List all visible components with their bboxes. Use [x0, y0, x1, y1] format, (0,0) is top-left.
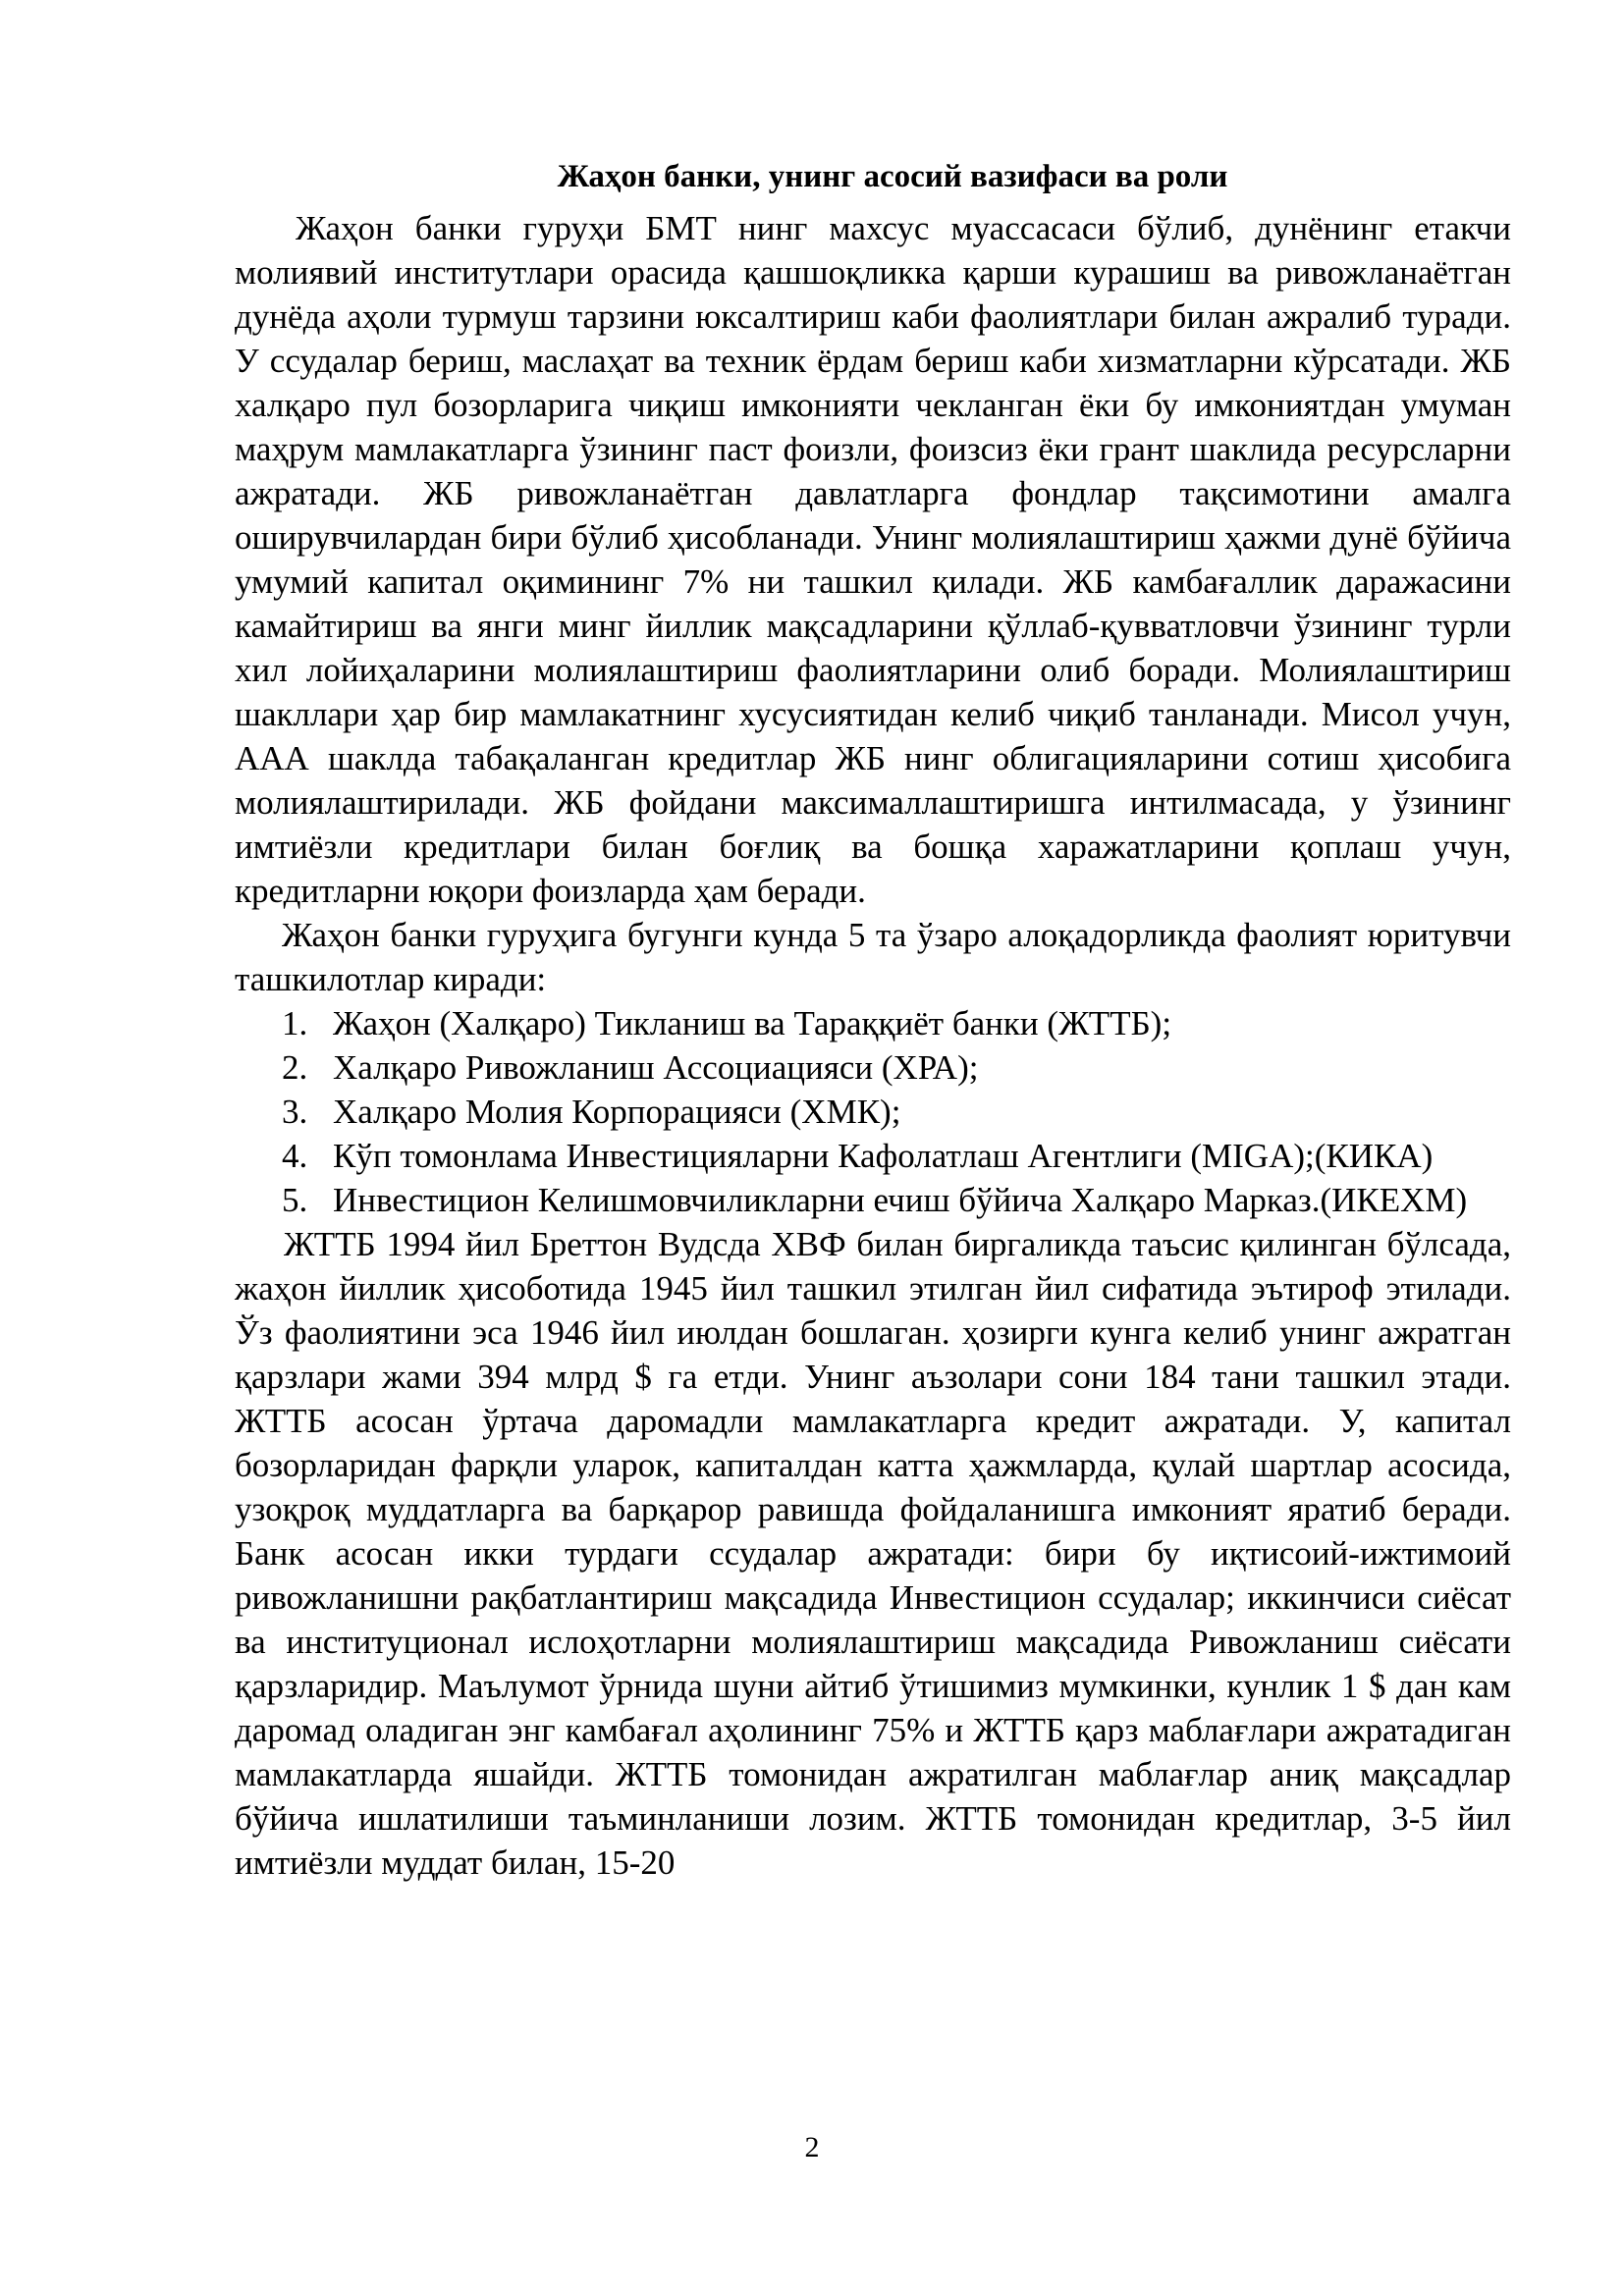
- list-item-text: Жаҳон (Халқаро) Тикланиш ва Тараққиёт банки (ЖТТБ);: [333, 1004, 1172, 1042]
- document-page: [235, 155, 1511, 1885]
- paragraph-ibrd-details: ЖТТБ 1994 йил Бреттон Вудсда ХВФ билан биргаликда таъсис қилинган бўлсада, жаҳон йиллик ҳисоботида 1945 йил ташкил этилган йил сифатида эътироф этилади. Ўз фаолиятини эса 1946 йил июлдан бошлаган. ҳозирги кунга келиб унинг ажратган қарзлари жами 394 млрд $ га етди. Унинг аъзолари сони 184 тани ташкил этади. ЖТТБ асосан ўртача даромадли мамлакатларга кредит ажратади. У, капитал бозорларидан фарқли уларок, капиталдан катта ҳажмларда, қулай шартлар асосида, узоқроқ муддатларга ва барқарор равишда фойдаланишга имконият яратиб беради. Банк асосан икки турдаги ссудалар ажратади: бири бу иқтисоий-ижтимоий ривожланишни рақбатлантириш мақсадида Инвестицион ссудалар; иккинчиси сиёсат ва институционал ислоҳотларни молиялаштириш мақсадида Ривожланиш сиёсати қарзларидир. Маълумот ўрнида шуни айтиб ўтишимиз мумкинки, кунлик 1 $ дан кам даромад оладиган энг камбағал аҳолининг 75% и ЖТТБ қарз маблағлари ажратадиган мамлакатларда яшайди. ЖТТБ томонидан ажратилган маблағлар аниқ мақсадлар бўйича ишлатилиши таъминланиши лозим. ЖТТБ томонидан кредитлар, 3-5 йил имтиёзли муддат билан, 15-20: [235, 1225, 1511, 1882]
- list-item-text: Инвестицион Келишмовчиликларни ечиш бўйича Халқаро Марказ.(ИКЕХМ): [333, 1181, 1468, 1219]
- list-item: [235, 1178, 1511, 1222]
- paragraph-group-members-intro: Жаҳон банки гуруҳига бугунги кунда 5 та ўзаро алоқадорликда фаолият юритувчи ташкилотлар киради:: [235, 916, 1511, 998]
- list-item: [235, 1045, 1511, 1090]
- page-number: 2: [804, 2131, 820, 2163]
- document-title: Жаҳон банки, унинг асосий вазифаси ва роли: [557, 159, 1228, 194]
- list-item-text: Халқаро Ривожланиш Ассоциацияси (ХРА);: [333, 1048, 979, 1087]
- list-item: [235, 1090, 1511, 1134]
- list-item-text: Халқаро Молия Корпорацияси (ХМК);: [333, 1093, 901, 1131]
- list-item-number: 4.: [282, 1137, 308, 1175]
- member-organizations-list: [235, 1001, 1511, 1222]
- list-item-number: 1.: [282, 1004, 308, 1042]
- list-item-number: 2.: [282, 1048, 308, 1087]
- list-item: [235, 1001, 1511, 1045]
- paragraph-world-bank-intro: Жаҳон банки гуруҳи БМТ нинг махсус муассасаси бўлиб, дунёнинг етакчи молиявий институтлари орасида қашшоқликка қарши курашиш ва ривожланаётган дунёда аҳоли турмуш тарзини юксалтириш каби фаолиятлари билан ажралиб туради. У ссудалар бериш, маслаҳат ва техник ёрдам бериш каби хизматларни кўрсатади. ЖБ халқаро пул бозорларига чиқиш имконияти чекланган ёки бу имкониятдан умуман маҳрум мамлакатларга ўзининг паст фоизли, фоизсиз ёки грант шаклида ресурсларни ажратади. ЖБ ривожланаётган давлатларга фондлар тақсимотини амалга оширувчилардан бири бўлиб ҳисобланади. Унинг молиялаштириш ҳажми дунё бўйича умумий капитал оқимининг 7% ни ташкил қилади. ЖБ камбағаллик даражасини камайтириш ва янги минг йиллик мақсадларини қўллаб-қувватловчи ўзининг турли хил лойиҳаларини молиялаштириш фаолиятларини олиб боради. Молиялаштириш шакллари ҳар бир мамлакатнинг хусусиятидан келиб чиқиб танланади. Мисол учун, ААА шаклда табақаланган кредитлар ЖБ нинг облигацияларини сотиш ҳисобига молиялаштирилади. ЖБ фойдани максималлаштиришга интилмасада, у ўзининг имтиёзли кредитлари билан боғлиқ ва бошқа харажатларини қоплаш учун, кредитларни юқори фоизларда ҳам беради.: [235, 209, 1511, 910]
- list-item: [235, 1134, 1511, 1178]
- list-item-text: Кўп томонлама Инвестицияларни Кафолатлаш Агентлиги (MIGA);(КИКА): [333, 1137, 1434, 1175]
- list-item-number: 3.: [282, 1093, 308, 1131]
- list-item-number: 5.: [282, 1181, 308, 1219]
